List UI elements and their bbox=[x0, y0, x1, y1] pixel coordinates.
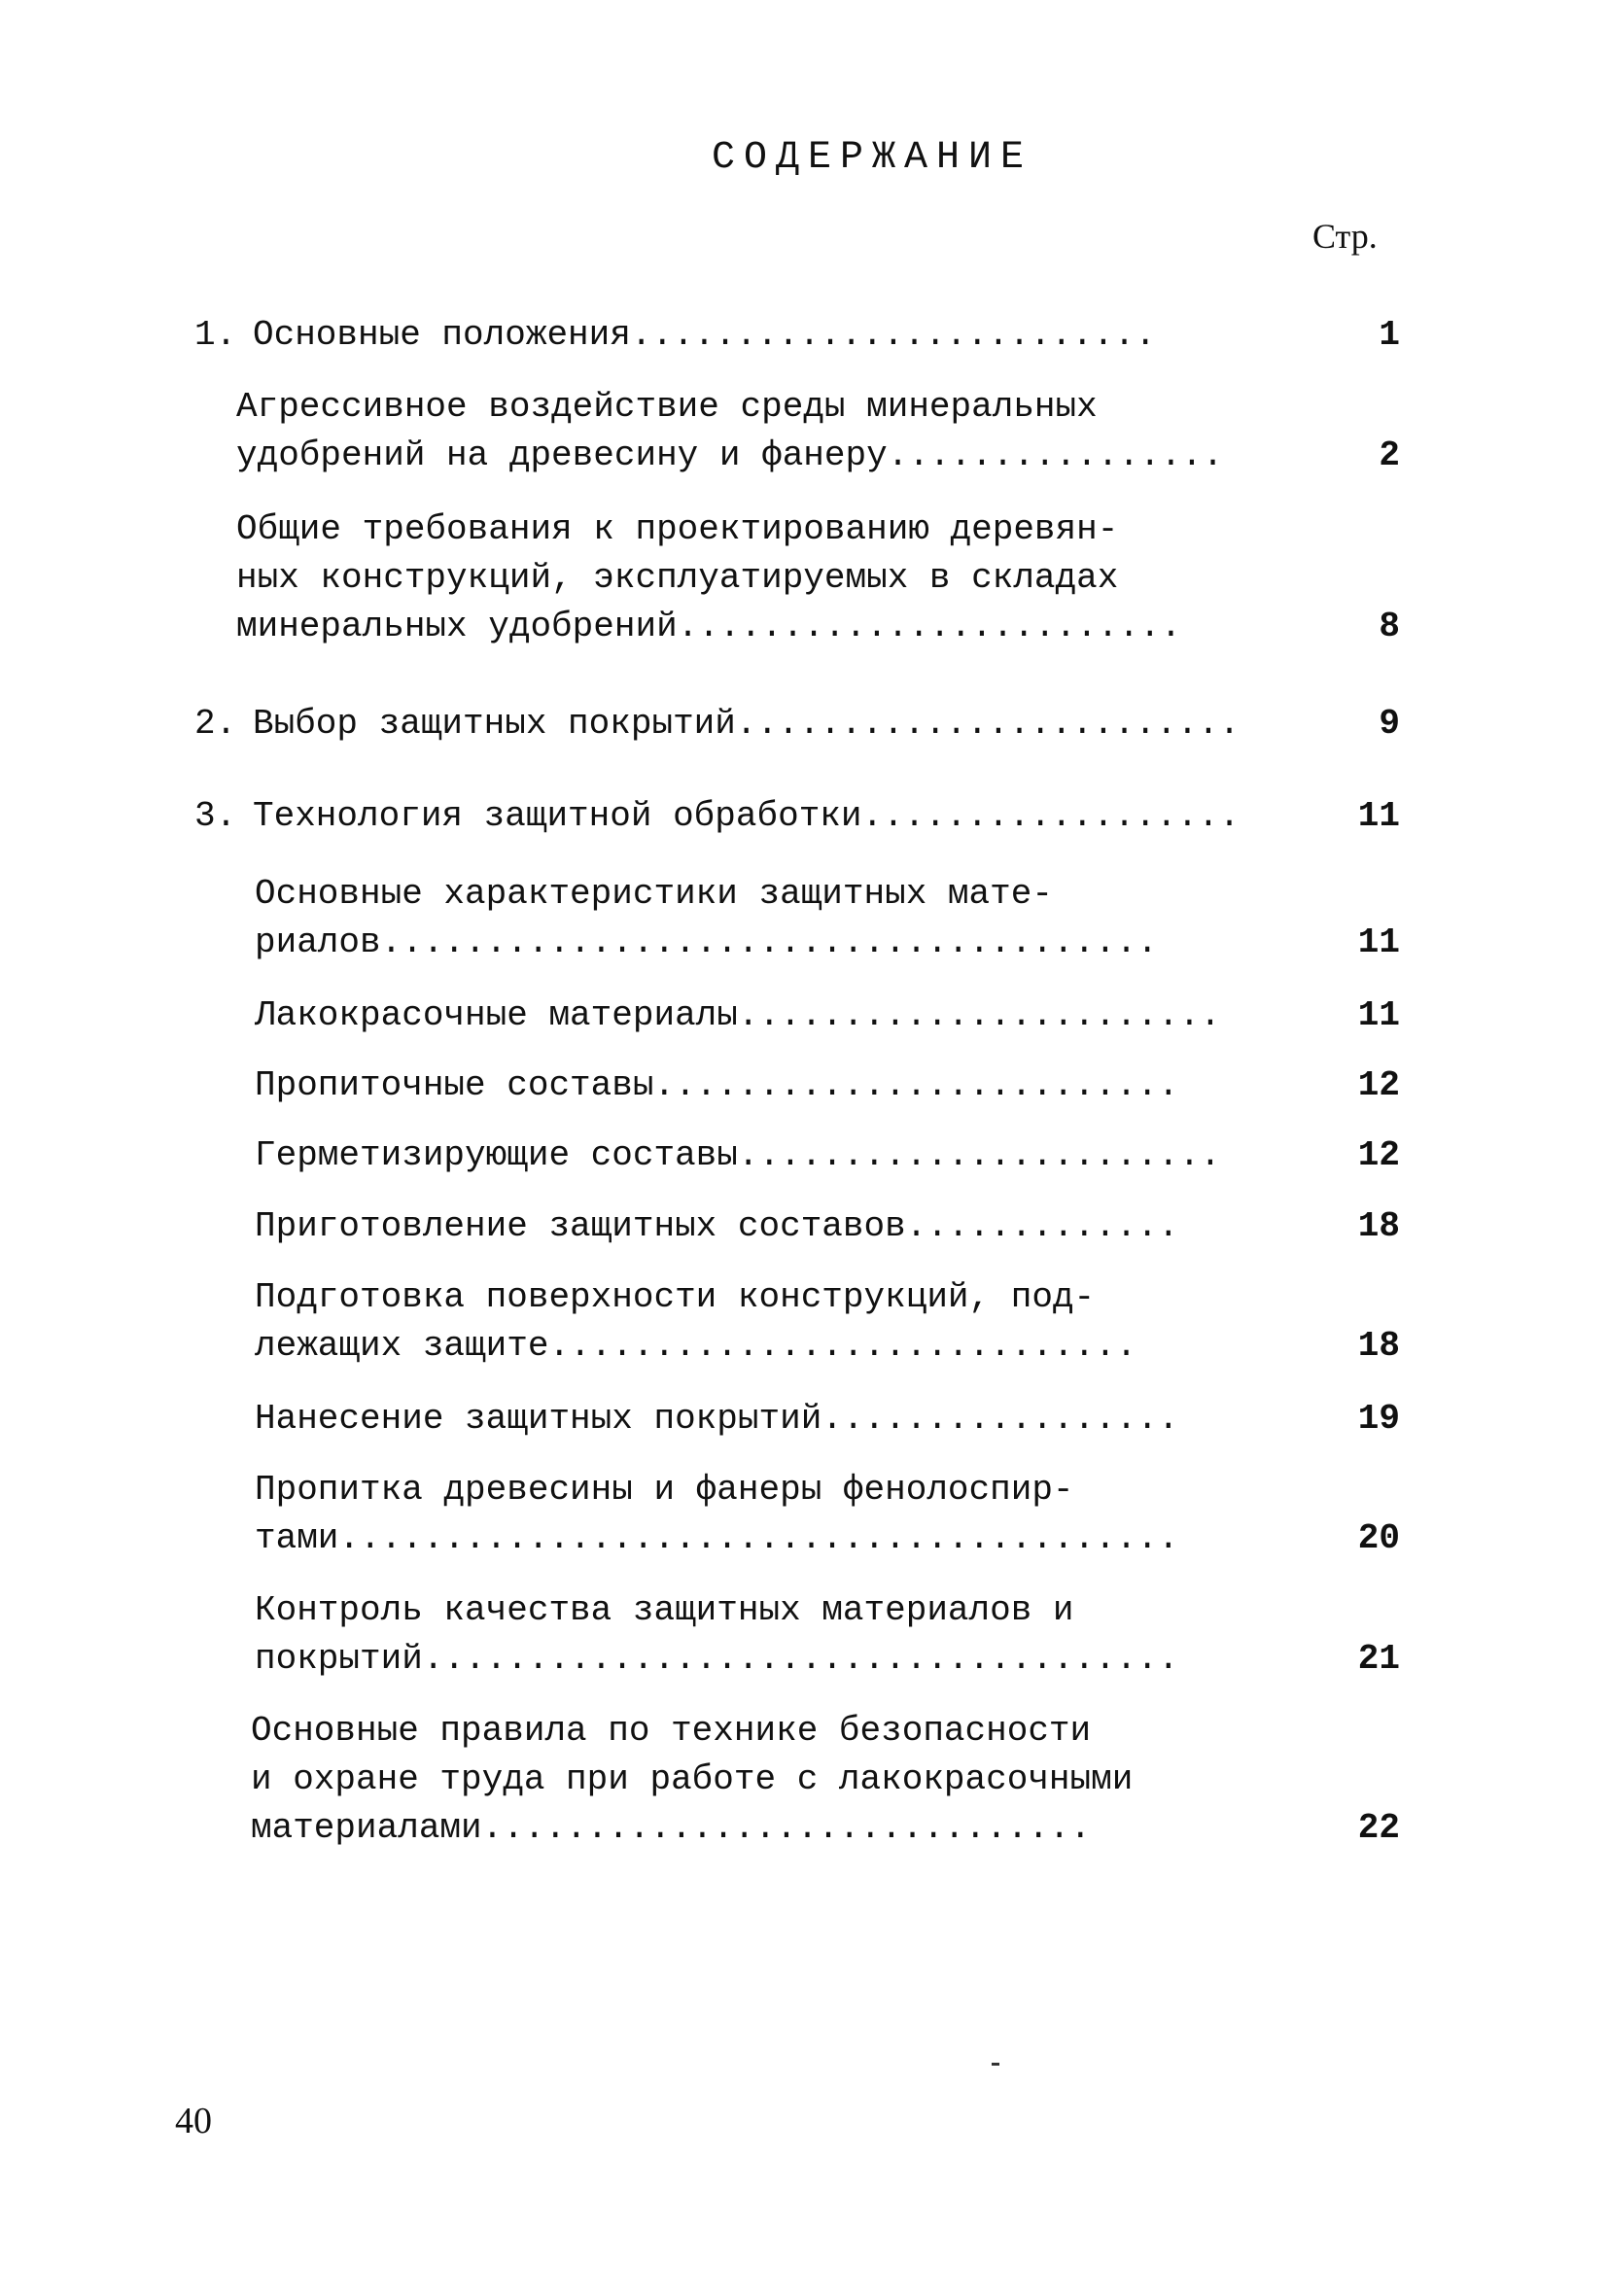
toc-entry bbox=[236, 383, 1400, 480]
entry-title: Приготовление защитных составов bbox=[255, 1206, 906, 1246]
entry-title-line: Основные характеристики защитных мате- bbox=[255, 874, 1053, 914]
section-number: 3. bbox=[194, 796, 237, 836]
toc-entry bbox=[194, 311, 1400, 360]
page-number: 8 bbox=[1379, 607, 1400, 646]
toc-entry bbox=[251, 1707, 1400, 1853]
page-number: 21 bbox=[1357, 1639, 1400, 1679]
entry-title-line: риалов bbox=[255, 922, 381, 962]
page-number: 11 bbox=[1357, 796, 1400, 836]
footer-page-number: 40 bbox=[175, 2101, 212, 2141]
page-number: 11 bbox=[1357, 995, 1400, 1035]
leader-dots: ........................ bbox=[735, 704, 1241, 744]
toc-entry bbox=[255, 1202, 1400, 1251]
leader-dots: .................................... bbox=[422, 1639, 1179, 1679]
page-number: 9 bbox=[1379, 704, 1400, 744]
leader-dots: ............................ bbox=[548, 1326, 1137, 1366]
toc-entry bbox=[255, 991, 1400, 1040]
page-title: СОДЕРЖАНИЕ bbox=[711, 136, 1033, 180]
page-number: 1 bbox=[1379, 315, 1400, 355]
entry-title-line: Контроль качества защитных материалов и bbox=[255, 1590, 1074, 1630]
page-number: 11 bbox=[1357, 922, 1400, 962]
toc-entry bbox=[255, 1586, 1400, 1684]
leader-dots: ............. bbox=[905, 1206, 1179, 1246]
entry-title-line: Подготовка поверхности конструкций, под- bbox=[255, 1277, 1096, 1317]
page-number: 18 bbox=[1357, 1206, 1400, 1246]
page-number: 22 bbox=[1357, 1808, 1400, 1848]
toc-entry bbox=[255, 1395, 1400, 1444]
page-number: 12 bbox=[1357, 1135, 1400, 1175]
entry-title: Выбор защитных покрытий bbox=[253, 704, 736, 744]
leader-dots: ....................... bbox=[737, 1135, 1221, 1175]
entry-title-line: тами bbox=[255, 1518, 339, 1558]
page-number: 20 bbox=[1357, 1518, 1400, 1558]
page-number: 12 bbox=[1357, 1065, 1400, 1105]
toc-entry bbox=[255, 1061, 1400, 1110]
entry-title-line: материалами bbox=[251, 1808, 482, 1848]
entry-title: Основные положения bbox=[253, 315, 631, 355]
entry-title-line: Агрессивное воздействие среды минеральных bbox=[236, 387, 1098, 427]
entry-title: Нанесение защитных покрытий bbox=[255, 1399, 822, 1439]
page-number: 19 bbox=[1357, 1399, 1400, 1439]
toc-entry bbox=[236, 505, 1400, 651]
leader-dots: ................. bbox=[821, 1399, 1179, 1439]
toc-entry bbox=[255, 1273, 1400, 1371]
page-column-label: Стр. bbox=[1312, 217, 1378, 256]
entry-title: Лакокрасочные материалы bbox=[255, 995, 738, 1035]
entry-title-line: удобрений на древесину и фанеру bbox=[236, 435, 888, 475]
leader-dots: ................ bbox=[887, 435, 1224, 475]
entry-title: Пропиточные составы bbox=[255, 1065, 654, 1105]
entry-title-line: и охране труда при работе с лакокрасочными bbox=[251, 1759, 1134, 1799]
page-number: 18 bbox=[1357, 1326, 1400, 1366]
toc-entry bbox=[255, 1131, 1400, 1180]
leader-dots: ....................... bbox=[737, 995, 1221, 1035]
toc-entry bbox=[255, 1466, 1400, 1563]
entry-title-line: Пропитка древесины и фанеры фенолоспир- bbox=[255, 1470, 1074, 1510]
entry-title: Технология защитной обработки bbox=[253, 796, 862, 836]
entry-title-line: Основные правила по технике безопасности bbox=[251, 1711, 1092, 1751]
entry-title-line: минеральных удобрений bbox=[236, 607, 678, 646]
toc-entry bbox=[194, 792, 1400, 841]
leader-dots: ........................................ bbox=[338, 1518, 1179, 1558]
leader-dots: ............................. bbox=[481, 1808, 1092, 1848]
section-number: 1. bbox=[194, 315, 237, 355]
entry-title: Герметизирующие составы bbox=[255, 1135, 738, 1175]
toc-entry bbox=[194, 700, 1400, 748]
entry-title-line: Общие требования к проектированию деревян- bbox=[236, 509, 1119, 549]
entry-title-line: покрытий bbox=[255, 1639, 423, 1679]
leader-dots: ..................................... bbox=[380, 922, 1158, 962]
toc-entry bbox=[255, 870, 1400, 967]
scan-artifact bbox=[992, 2063, 999, 2066]
leader-dots: ........................ bbox=[677, 607, 1182, 646]
entry-title-line: ных конструкций, эксплуатируемых в складах bbox=[236, 558, 1119, 598]
page-number: 2 bbox=[1379, 435, 1400, 475]
leader-dots: ......................... bbox=[653, 1065, 1179, 1105]
section-number: 2. bbox=[194, 704, 237, 744]
leader-dots: ......................... bbox=[630, 315, 1156, 355]
entry-title-line: лежащих защите bbox=[255, 1326, 549, 1366]
leader-dots: .................. bbox=[861, 796, 1241, 836]
